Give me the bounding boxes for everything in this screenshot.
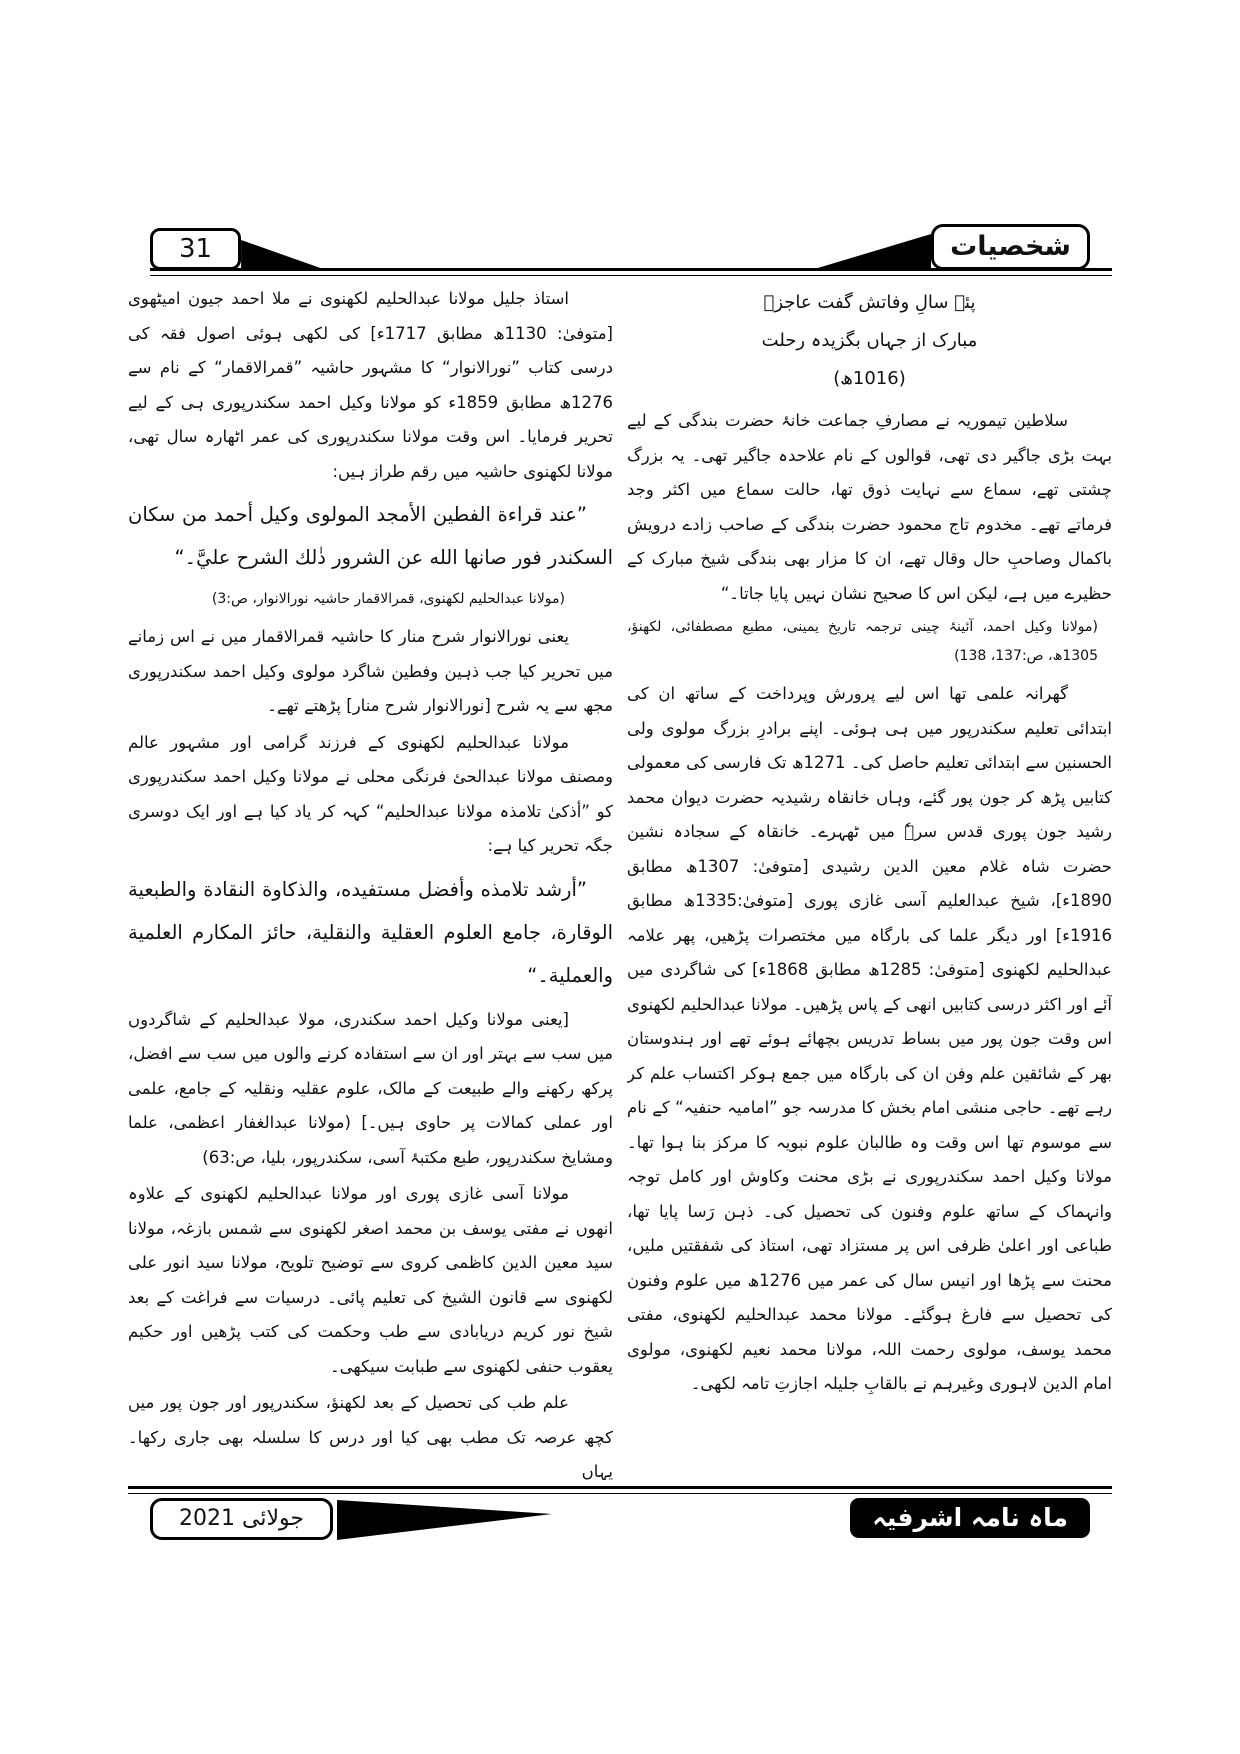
section-title-box [931,224,1090,270]
arabic-quote: ”أرشد تلامذه وأفضل مستفيده، والذكاوة النقادة والطبعية الوقارة، جامع العلوم العقلية والنقلية، حائز المكارم العلمية والعملية۔“ [128,877,613,987]
poem-line: پئے سالِ وفاتش گفت عاجزؔ [763,292,976,313]
body-paragraph: علم طب کی تحصیل کے بعد لکھنؤ، سکندرپور اور جون پور میں کچھ عرصہ تک مطب بھی کیا اور درس کا سلسلہ بھی جاری رکھا۔ یہاں [128,1393,613,1480]
arabic-quote: ”عند قراءة الفطين الأمجد المولوى وكيل أحمد من سكان السكندر فور صانها الله عن الشرور ذٰلك الشرح عليَّ۔“ [128,503,613,569]
page-number-box [150,228,241,270]
page-footer [150,1498,1090,1544]
issue-date: جولائی 2021 [179,1506,304,1531]
body-paragraph: استاذ جلیل مولانا عبدالحلیم لکھنوی نے ملا احمد جیون امیٹھوی [متوفیٰ: 1130ھ مطابق 1717ء] کی لکھی ہوئی اصول فقہ کی درسی کتاب ”نورالانوار“ کا مشہور حاشیہ ”قمرالاقمار“ کے نام سے 1276ھ مطابق 1859ء کو مولانا وکیل احمد سکندرپوری ہی کے لیے تحریر فرمایا۔ اس وقت مولانا سکندرپوری کی عمر اٹھارہ سال تھی، مولانا لکھنوی حاشیہ میں رقم طراز ہیں: [128,289,613,481]
body-paragraph: گھرانہ علمی تھا اس لیے پرورش وپرداخت کے ساتھ ان کی ابتدائی تعلیم سکندرپور میں ہی ہوئی۔ اپنے برادرِ بزرگ مولوی ولی الحسنین سے ابتدائی تعلیم حاصل کی۔ 1271ھ تک فارسی کی معمولی کتابیں پڑھ کر جون پور گئے، وہاں خانقاہ رشیدیہ حضرت دیوان محمد رشید جون پوری قدس سرہٗ میں ٹھہرے۔ خانقاہ کے سجادہ نشین حضرت شاہ غلام معین الدین رشیدی [متوفیٰ: 1307ھ مطابق 1890ء]، شیخ عبدالعلیم آسی غازی پوری [متوفیٰ:1335ھ مطابق 1916ء] اور دیگر علما کی بارگاہ میں مختصرات پڑھیں، پھر علامہ عبدالحلیم لکھنوی [متوفیٰ: 1285ھ مطابق 1868ء] کی شاگردی میں آئے اور اکثر درسی کتابیں انھی کے پاس پڑھیں۔ مولانا عبدالحلیم لکھنوی اس وقت جون پور میں بساط تدریس بچھائے ہوئے تھے اور ہندوستان بھر کے شائقین علم وفن ان کی بارگاہ میں جمع ہوکر اکتساب علم کر رہے تھے۔ حاجی منشی امام بخش کا مدرسہ جو ”امامیہ حنفیہ“ کے نام سے موسوم تھا اس وقت وہ طالبان علوم نبویہ کا مرکز بنا ہوا تھا۔ مولانا وکیل احمد سکندرپوری نے بڑی محنت وکاوش اور کامل توجہ وانہماک کے ساتھ علوم وفنون کی تحصیل کی۔ ذہن رَسا پایا تھا، طباعی اور اعلیٰ ظرفی اس پر مستزاد تھی، استاذ کی شفقتیں ملیں، محنت سے پڑھا اور انیس سال کی عمر میں 1276ھ میں علوم وفنون کی تحصیل سے فارغ ہوگئے۔ مولانا محمد عبدالحلیم لکھنوی، مفتی محمد یوسف، مولوی رحمت اللہ، مولانا محمد نعیم لکھنوی، مولوی امام الدین لاہوری وغیرہم نے بالقابِ جلیلہ اجازتِ تامہ لکھی۔ [627,684,1112,1393]
magazine-name: ماہ نامہ اشرفیہ [872,1503,1068,1532]
body-paragraph: یعنی نورالانوار شرح منار کا حاشیہ قمرالاقمار میں نے اس زمانے میں تحریر کیا جب ذہین وفطین شاگرد مولوی وکیل احمد سکندرپوری مجھ سے یہ شرح [نورالانوار شرح منار] پڑھتے تھے۔ [128,627,613,715]
header-right-group [811,224,1090,270]
column-left [128,282,613,1480]
poem-block [627,284,1112,398]
poem-line: مبارک از جہاں بگزیدہ رحلت [761,330,978,351]
footer-left-group [150,1498,552,1540]
body-paragraph: سلاطین تیموریہ نے مصارفِ جماعت خانۂ حضرت بندگی کے لیے بہت بڑی جاگیر دی تھی، قوالوں کے نام علاحدہ جاگیر تھی۔ یہ بزرگ چشتی تھے، سماع سے نہایت ذوق تھا، حالت سماع میں اکثر وجد فرماتے تھے۔ مخدوم تاج محمود حضرت بندگی کے صاحب زادے درویش باکمال وصاحبِ حال وقال تھے، ان کا مزار بھی بندگی شیخ مبارک کے حظیرے میں ہے، لیکن اس کا صحیح نشان نہیں پایا جاتا۔“ [627,411,1112,603]
body-paragraph: [یعنی مولانا وکیل احمد سکندری، مولا عبدالحلیم کے شاگردوں میں سب سے بہتر اور ان سے استفادہ کرنے والوں میں سب سے افضل، پرکھ رکھنے والے طبیعت کے مالک، علوم عقلیہ ونقلیہ کے جامع، علمی اور عملی کمالات پر حاوی ہیں۔] (مولانا عبدالغفار اعظمی، علما ومشایخ سکندرپور، طبع مکتبۂ آسی، سکندرپور، بلیا، ص:63) [128,1009,613,1167]
citation: (مولانا وکیل احمد، آئینۂ چینی ترجمہ تاریخ یمینی، مطبع مصطفائی، لکھنؤ، 1305ھ، ص:137، 138) [627,619,1098,664]
body-paragraph: مولانا عبدالحلیم لکھنوی کے فرزند گرامی اور مشہور عالم ومصنف مولانا عبدالحئ فرنگی محلی نے مولانا وکیل احمد سکندرپوری کو ”أذکیٰ تلامذہ مولانا عبدالحلیم“ کہہ کر یاد کیا ہے اور ایک دوسری جگہ تحریر کیا ہے: [128,732,613,855]
page-number: 31 [179,234,213,264]
poem-line: (1016ھ) [833,368,906,389]
column-right [627,282,1112,1480]
article-body [128,282,1112,1480]
page-header [150,228,1090,270]
header-rule [150,268,1112,276]
footer-rule [128,1486,1112,1494]
citation: (مولانا عبدالحلیم لکھنوی، قمرالاقمار حاشیہ نورالانوار، ص:3) [211,591,565,607]
header-left-group [150,228,326,270]
footer-arrow-icon [337,1500,552,1540]
section-title: شخصیات [950,231,1071,262]
body-paragraph: مولانا آسی غازی پوری اور مولانا عبدالحلیم لکھنوی کے علاوہ انھوں نے مفتی یوسف بن محمد اصغر لکھنوی سے شمس بازغہ، مولانا سید معین الدین کاظمی کروی سے توضیح تلویح، مولانا سید انور علی لکھنوی سے قانون الشیخ کی تعلیم پائی۔ درسیات سے فراغت کے بعد شیخ نور کریم دریابادی سے طب وحکمت کی کتب پڑھیں اور حکیم یعقوب حنفی لکھنوی سے طبابت سیکھی۔ [128,1184,613,1376]
header-arrow-right-icon [241,240,326,270]
issue-date-box [150,1498,333,1540]
magazine-name-box [850,1498,1090,1538]
header-arrow-left-icon [811,234,931,270]
